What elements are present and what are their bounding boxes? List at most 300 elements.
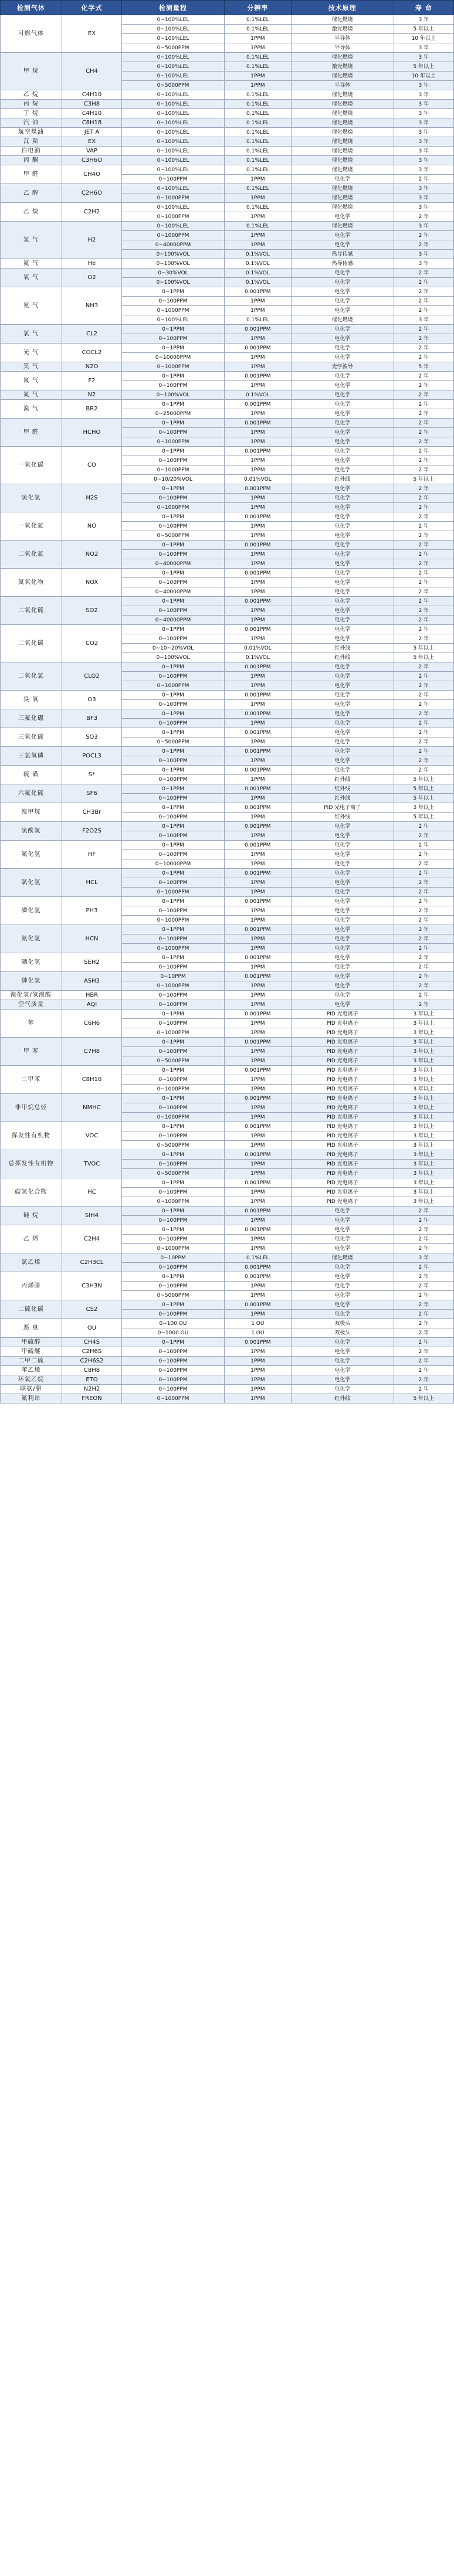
cell-range: 0~1PPM [122, 662, 225, 672]
cell-life: 2 年 [394, 428, 454, 437]
cell-range: 0~1PPM [122, 1207, 225, 1216]
cell-life: 2 年 [394, 1347, 454, 1357]
cell-range: 0~100PPM [122, 334, 225, 344]
cell-gas-name: 苯 [1, 1010, 62, 1038]
cell-technology: 电化学 [291, 709, 394, 719]
cell-formula: SO2 [62, 597, 121, 625]
cell-range: 0~100PPM [122, 456, 225, 465]
cell-range: 0~100PPM [122, 1310, 225, 1319]
cell-life: 2 年 [394, 1225, 454, 1235]
cell-life: 3 年以上 [394, 1038, 454, 1047]
cell-range: 0~100PPM [122, 719, 225, 728]
cell-resolution: 0.001PPM [224, 841, 291, 850]
cell-resolution: 1PPM [224, 381, 291, 390]
cell-technology: 电化学 [291, 1282, 394, 1291]
cell-resolution: 0.1%LEL [224, 203, 291, 212]
cell-resolution: 1PPM [224, 888, 291, 897]
cell-life: 5 年以上 [394, 813, 454, 822]
cell-technology: PID 光电离子 [291, 1122, 394, 1131]
cell-gas-name: 氯化氢 [1, 869, 62, 897]
cell-resolution: 1PPM [224, 43, 291, 53]
cell-resolution: 0.001PPM [224, 484, 291, 494]
cell-technology: 电化学 [291, 278, 394, 287]
cell-formula: SO3 [62, 728, 121, 747]
cell-resolution: 1PPM [224, 1394, 291, 1403]
table-row [1, 709, 454, 719]
table-row [1, 118, 454, 128]
table-row [1, 1375, 454, 1385]
cell-technology: 电化学 [291, 634, 394, 644]
cell-technology: 电化学 [291, 953, 394, 963]
cell-life: 3 年以上 [394, 1010, 454, 1019]
cell-technology: PID 光电离子 [291, 1075, 394, 1085]
table-row [1, 766, 454, 775]
cell-technology: 电化学 [291, 550, 394, 559]
cell-resolution: 1 OU [224, 1328, 291, 1338]
table-row [1, 203, 454, 212]
cell-life: 3 年 [394, 156, 454, 165]
cell-resolution: 1PPM [224, 550, 291, 559]
cell-range: 0~1000PPM [122, 231, 225, 240]
cell-resolution: 1PPM [224, 494, 291, 503]
cell-life: 5 年以上 [394, 775, 454, 784]
cell-formula: H2 [62, 222, 121, 259]
cell-range: 0~1PPM [122, 344, 225, 353]
cell-range: 0~1000PPM [122, 1028, 225, 1038]
cell-technology: 催化燃烧 [291, 184, 394, 193]
cell-range: 0~100PPM [122, 606, 225, 616]
table-row [1, 925, 454, 934]
cell-technology: PID 光电离子 [291, 1113, 394, 1122]
cell-range: 0~30%VOL [122, 269, 225, 278]
cell-life: 2 年 [394, 953, 454, 963]
cell-resolution: 1PPM [224, 916, 291, 925]
cell-range: 0~100%LEL [122, 156, 225, 165]
cell-life: 3 年以上 [394, 1047, 454, 1056]
cell-life: 2 年 [394, 212, 454, 222]
cell-formula: C3H8 [62, 100, 121, 109]
cell-resolution: 0.001PPM [224, 400, 291, 409]
cell-formula: VAP [62, 147, 121, 156]
cell-resolution: 1PPM [224, 1160, 291, 1169]
cell-life: 5 年以上 [394, 653, 454, 662]
cell-gas-name: 一氧化氮 [1, 512, 62, 541]
cell-resolution: 1PPM [224, 559, 291, 569]
cell-range: 0~1PPM [122, 400, 225, 409]
cell-range: 0~10/20%VOL [122, 475, 225, 484]
cell-life: 3 年 [394, 15, 454, 25]
cell-gas-name: 溴甲烷 [1, 803, 62, 822]
cell-life: 2 年 [394, 512, 454, 522]
cell-resolution: 1PPM [224, 1028, 291, 1038]
cell-resolution: 0.001PPM [224, 1038, 291, 1047]
cell-gas-name: 光 气 [1, 344, 62, 362]
table-row [1, 691, 454, 700]
cell-technology: 电化学 [291, 381, 394, 390]
cell-life: 3 年以上 [394, 1197, 454, 1207]
cell-range: 0~1PPM [122, 1272, 225, 1282]
table-row [1, 156, 454, 165]
table-row [1, 784, 454, 794]
cell-technology: 电化学 [291, 1207, 394, 1216]
header-formula: 化学式 [62, 1, 121, 15]
cell-resolution: 1PPM [224, 1347, 291, 1357]
cell-formula: HBR [62, 991, 121, 1000]
table-row [1, 1094, 454, 1103]
table-row [1, 165, 454, 175]
cell-formula: F2 [62, 372, 121, 390]
cell-life: 3 年以上 [394, 1131, 454, 1141]
cell-formula: C6H6 [62, 1010, 121, 1038]
cell-life: 2 年 [394, 869, 454, 878]
cell-life: 3 年以上 [394, 1122, 454, 1131]
cell-life: 2 年 [394, 616, 454, 625]
cell-range: 0~1PPM [122, 287, 225, 297]
cell-resolution: 0.1%LEL [224, 165, 291, 175]
cell-resolution: 0.001PPM [224, 803, 291, 813]
table-row [1, 128, 454, 137]
cell-gas-name: 总挥发性有机物 [1, 1150, 62, 1178]
cell-technology: 双极头 [291, 1319, 394, 1328]
cell-formula: NMHC [62, 1094, 121, 1122]
cell-gas-name: 磷化氢 [1, 897, 62, 925]
cell-life: 2 年 [394, 1319, 454, 1328]
cell-formula: HC [62, 1178, 121, 1207]
cell-life: 3 年 [394, 165, 454, 175]
cell-technology: 电化学 [291, 1385, 394, 1394]
cell-technology: 红外线 [291, 653, 394, 662]
cell-technology: 电化学 [291, 212, 394, 222]
cell-range: 0~1PPM [122, 484, 225, 494]
cell-resolution: 0.01%VOL [224, 475, 291, 484]
cell-formula: TVOC [62, 1150, 121, 1178]
cell-formula: CO2 [62, 625, 121, 662]
cell-technology: 催化燃烧 [291, 156, 394, 165]
cell-technology: 电化学 [291, 606, 394, 616]
cell-resolution: 0.001PPM [224, 597, 291, 606]
cell-life: 2 年 [394, 925, 454, 934]
cell-life: 3 年 [394, 81, 454, 90]
cell-gas-name: 三氟化硼 [1, 709, 62, 728]
cell-technology: 电化学 [291, 344, 394, 353]
cell-resolution: 1PPM [224, 775, 291, 784]
cell-range: 0~1PPM [122, 325, 225, 334]
cell-resolution: 1PPM [224, 963, 291, 972]
cell-resolution: 0.001PPM [224, 709, 291, 719]
cell-life: 2 年 [394, 991, 454, 1000]
cell-life: 2 年 [394, 484, 454, 494]
cell-range: 0~1PPM [122, 1122, 225, 1131]
table-row [1, 569, 454, 578]
cell-range: 0~100%LEL [122, 90, 225, 100]
cell-range: 0~1PPM [122, 728, 225, 738]
cell-gas-name: 三氯氧磷 [1, 747, 62, 766]
cell-range: 0~5000PPM [122, 81, 225, 90]
cell-technology: 电化学 [291, 897, 394, 906]
cell-range: 0~100PPM [122, 1047, 225, 1056]
cell-technology: 电化学 [291, 269, 394, 278]
cell-range: 0~1000 OU [122, 1328, 225, 1338]
cell-resolution: 0.1%LEL [224, 147, 291, 156]
cell-life: 2 年 [394, 465, 454, 475]
cell-life: 2 年 [394, 550, 454, 559]
cell-life: 2 年 [394, 634, 454, 644]
cell-technology: 电化学 [291, 1291, 394, 1300]
cell-gas-name: 一氧化碳 [1, 447, 62, 484]
cell-life: 3 年 [394, 53, 454, 62]
table-body [1, 15, 454, 1403]
cell-resolution: 0.1%VOL [224, 653, 291, 662]
cell-formula: C4H10 [62, 109, 121, 118]
cell-life: 2 年 [394, 437, 454, 447]
cell-resolution: 1PPM [224, 850, 291, 859]
cell-resolution: 1PPM [224, 813, 291, 822]
cell-resolution: 0.1%LEL [224, 222, 291, 231]
cell-formula: C2H4 [62, 1225, 121, 1253]
cell-range: 0~5000PPM [122, 1056, 225, 1066]
cell-technology: PID 光电离子 [291, 1178, 394, 1188]
cell-range: 0~1PPM [122, 747, 225, 756]
cell-range: 0~1PPM [122, 1300, 225, 1310]
cell-range: 0~1PPM [122, 897, 225, 906]
cell-technology: 电化学 [291, 916, 394, 925]
cell-resolution: 1PPM [224, 465, 291, 475]
cell-life: 3 年 [394, 259, 454, 269]
cell-life: 2 年 [394, 700, 454, 709]
cell-technology: 半导体 [291, 34, 394, 43]
cell-technology: 电化学 [291, 747, 394, 756]
cell-life: 2 年 [394, 606, 454, 616]
cell-resolution: 0.1%VOL [224, 278, 291, 287]
cell-formula: C2H3CL [62, 1253, 121, 1272]
cell-resolution: 0.1%LEL [224, 90, 291, 100]
cell-resolution: 1PPM [224, 831, 291, 841]
cell-range: 0~100PPM [122, 381, 225, 390]
cell-formula: JET A [62, 128, 121, 137]
cell-range: 0~40000PPM [122, 240, 225, 250]
cell-life: 2 年 [394, 963, 454, 972]
cell-formula: NO [62, 512, 121, 541]
cell-range: 0~100%LEL [122, 34, 225, 43]
cell-range: 0~1PPM [122, 709, 225, 719]
cell-life: 2 年 [394, 306, 454, 315]
cell-formula: HCL [62, 869, 121, 897]
cell-gas-name: 氟 气 [1, 372, 62, 390]
table-row [1, 1150, 454, 1160]
cell-life: 2 年 [394, 325, 454, 334]
header-gas: 检测气体 [1, 1, 62, 15]
cell-resolution: 0.001PPM [224, 1010, 291, 1019]
cell-technology: 电化学 [291, 981, 394, 991]
table-row [1, 90, 454, 100]
cell-resolution: 0.001PPM [224, 541, 291, 550]
cell-range: 0~1PPM [122, 625, 225, 634]
cell-range: 0~100%VOL [122, 390, 225, 400]
cell-range: 0~100PPM [122, 1385, 225, 1394]
cell-technology: 电化学 [291, 1310, 394, 1319]
cell-life: 3 年 [394, 90, 454, 100]
cell-formula: C8H10 [62, 1066, 121, 1094]
cell-life: 2 年 [394, 597, 454, 606]
cell-range: 0~40000PPM [122, 616, 225, 625]
cell-range: 0~10000PPM [122, 353, 225, 362]
cell-range: 0~100PPM [122, 1375, 225, 1385]
cell-resolution: 1PPM [224, 297, 291, 306]
cell-resolution: 0.001PPM [224, 287, 291, 297]
table-row [1, 287, 454, 297]
cell-range: 0~100PPM [122, 934, 225, 944]
cell-resolution: 1PPM [224, 1000, 291, 1010]
cell-gas-name: 溴化氢/氢溴酸 [1, 991, 62, 1000]
cell-formula: POCL3 [62, 747, 121, 766]
cell-resolution: 1PPM [224, 362, 291, 372]
table-row [1, 344, 454, 353]
cell-gas-name: 氮 气 [1, 390, 62, 400]
cell-technology: 催化燃烧 [291, 128, 394, 137]
table-row [1, 137, 454, 147]
cell-technology: 催化燃烧 [291, 15, 394, 25]
cell-resolution: 1PPM [224, 756, 291, 766]
cell-range: 0~5000PPM [122, 531, 225, 541]
cell-technology: 电化学 [291, 625, 394, 634]
cell-resolution: 1PPM [224, 906, 291, 916]
table-row [1, 1066, 454, 1075]
cell-resolution: 1PPM [224, 1197, 291, 1207]
cell-technology: 红外线 [291, 813, 394, 822]
cell-life: 2 年 [394, 390, 454, 400]
cell-formula: SF6 [62, 784, 121, 803]
cell-resolution: 0.1%LEL [224, 62, 291, 72]
cell-formula: ETO [62, 1375, 121, 1385]
cell-resolution: 1PPM [224, 522, 291, 531]
cell-life: 5 年以上 [394, 25, 454, 34]
cell-technology: 电化学 [291, 512, 394, 522]
cell-range: 0~100PPM [122, 1357, 225, 1366]
cell-technology: 电化学 [291, 925, 394, 934]
cell-resolution: 1PPM [224, 794, 291, 803]
cell-life: 2 年 [394, 1357, 454, 1366]
cell-life: 10 年以上 [394, 34, 454, 43]
cell-technology: 催化燃烧 [291, 53, 394, 62]
cell-range: 0~100%LEL [122, 203, 225, 212]
header-life: 寿 命 [394, 1, 454, 15]
cell-technology: 电化学 [291, 672, 394, 681]
cell-gas-name: 白电油 [1, 147, 62, 156]
cell-life: 2 年 [394, 841, 454, 850]
cell-gas-name: 溴 气 [1, 400, 62, 419]
cell-resolution: 0.1%VOL [224, 250, 291, 259]
cell-formula: C2H6O [62, 184, 121, 203]
cell-resolution: 0.1%LEL [224, 128, 291, 137]
cell-formula: AQI [62, 1000, 121, 1010]
table-row [1, 372, 454, 381]
cell-technology: 催化燃烧 [291, 193, 394, 203]
cell-formula: CH3Br [62, 803, 121, 822]
cell-formula: CS2 [62, 1300, 121, 1319]
cell-range: 0~100PPM [122, 672, 225, 681]
cell-life: 2 年 [394, 372, 454, 381]
cell-technology: 催化燃烧 [291, 100, 394, 109]
cell-range: 0~100PPM [122, 700, 225, 709]
cell-resolution: 0.001PPM [224, 512, 291, 522]
cell-range: 0~40000PPM [122, 587, 225, 597]
table-row [1, 1253, 454, 1263]
table-row [1, 100, 454, 109]
cell-range: 0~1PPM [122, 1094, 225, 1103]
cell-gas-name: 氟化氢 [1, 841, 62, 869]
table-row [1, 1178, 454, 1188]
cell-life: 2 年 [394, 587, 454, 597]
cell-formula: N2H2 [62, 1385, 121, 1394]
cell-resolution: 0.1%LEL [224, 156, 291, 165]
cell-range: 0~1000PPM [122, 503, 225, 512]
cell-formula: ASH3 [62, 972, 121, 991]
cell-range: 0~100%LEL [122, 109, 225, 118]
cell-life: 3 年 [394, 250, 454, 259]
cell-formula: O2 [62, 269, 121, 287]
cell-life: 2 年 [394, 456, 454, 465]
cell-gas-name: 硒化氢 [1, 953, 62, 972]
cell-gas-name: 氯 气 [1, 325, 62, 344]
cell-formula: S* [62, 766, 121, 784]
cell-resolution: 0.001PPM [224, 1225, 291, 1235]
cell-resolution: 1PPM [224, 175, 291, 184]
cell-technology: 电化学 [291, 503, 394, 512]
cell-resolution: 1PPM [224, 231, 291, 240]
cell-life: 3 年 [394, 315, 454, 325]
cell-resolution: 1PPM [224, 503, 291, 512]
cell-range: 0~100%LEL [122, 72, 225, 81]
cell-life: 2 年 [394, 1300, 454, 1310]
cell-range: 0~100PPM [122, 1282, 225, 1291]
cell-technology: 电化学 [291, 934, 394, 944]
cell-resolution: 0.1%LEL [224, 15, 291, 25]
cell-technology: PID 光电离子 [291, 1066, 394, 1075]
cell-resolution: 1PPM [224, 1131, 291, 1141]
cell-gas-name: 甲硫醇 [1, 1338, 62, 1347]
cell-gas-name: 乙 醇 [1, 184, 62, 203]
cell-life: 3 年 [394, 137, 454, 147]
cell-resolution: 1PPM [224, 1244, 291, 1253]
cell-life: 3 年以上 [394, 1028, 454, 1038]
cell-technology: 电化学 [291, 287, 394, 297]
cell-gas-name: 环氧乙烷 [1, 1375, 62, 1385]
cell-resolution: 1PPM [224, 428, 291, 437]
cell-resolution: 1PPM [224, 1310, 291, 1319]
table-row [1, 728, 454, 738]
cell-life: 3 年以上 [394, 1019, 454, 1028]
table-row [1, 972, 454, 981]
cell-range: 0~100PPM [122, 1347, 225, 1357]
cell-range: 0~1PPM [122, 597, 225, 606]
cell-range: 0~1000PPM [122, 437, 225, 447]
table-row [1, 1010, 454, 1019]
cell-range: 0~100PPM [122, 1000, 225, 1010]
cell-resolution: 1 OU [224, 1319, 291, 1328]
cell-range: 0~1PPM [122, 512, 225, 522]
table-row [1, 269, 454, 278]
cell-gas-name: 硫酰氟 [1, 822, 62, 841]
cell-life: 2 年 [394, 672, 454, 681]
cell-technology: 热导传感 [291, 259, 394, 269]
cell-life: 5 年以上 [394, 794, 454, 803]
table-row [1, 1338, 454, 1347]
cell-formula: EX [62, 15, 121, 53]
cell-life: 10 年以上 [394, 72, 454, 81]
cell-resolution: 1PPM [224, 587, 291, 597]
cell-range: 0~100%LEL [122, 53, 225, 62]
cell-technology: 电化学 [291, 1357, 394, 1366]
